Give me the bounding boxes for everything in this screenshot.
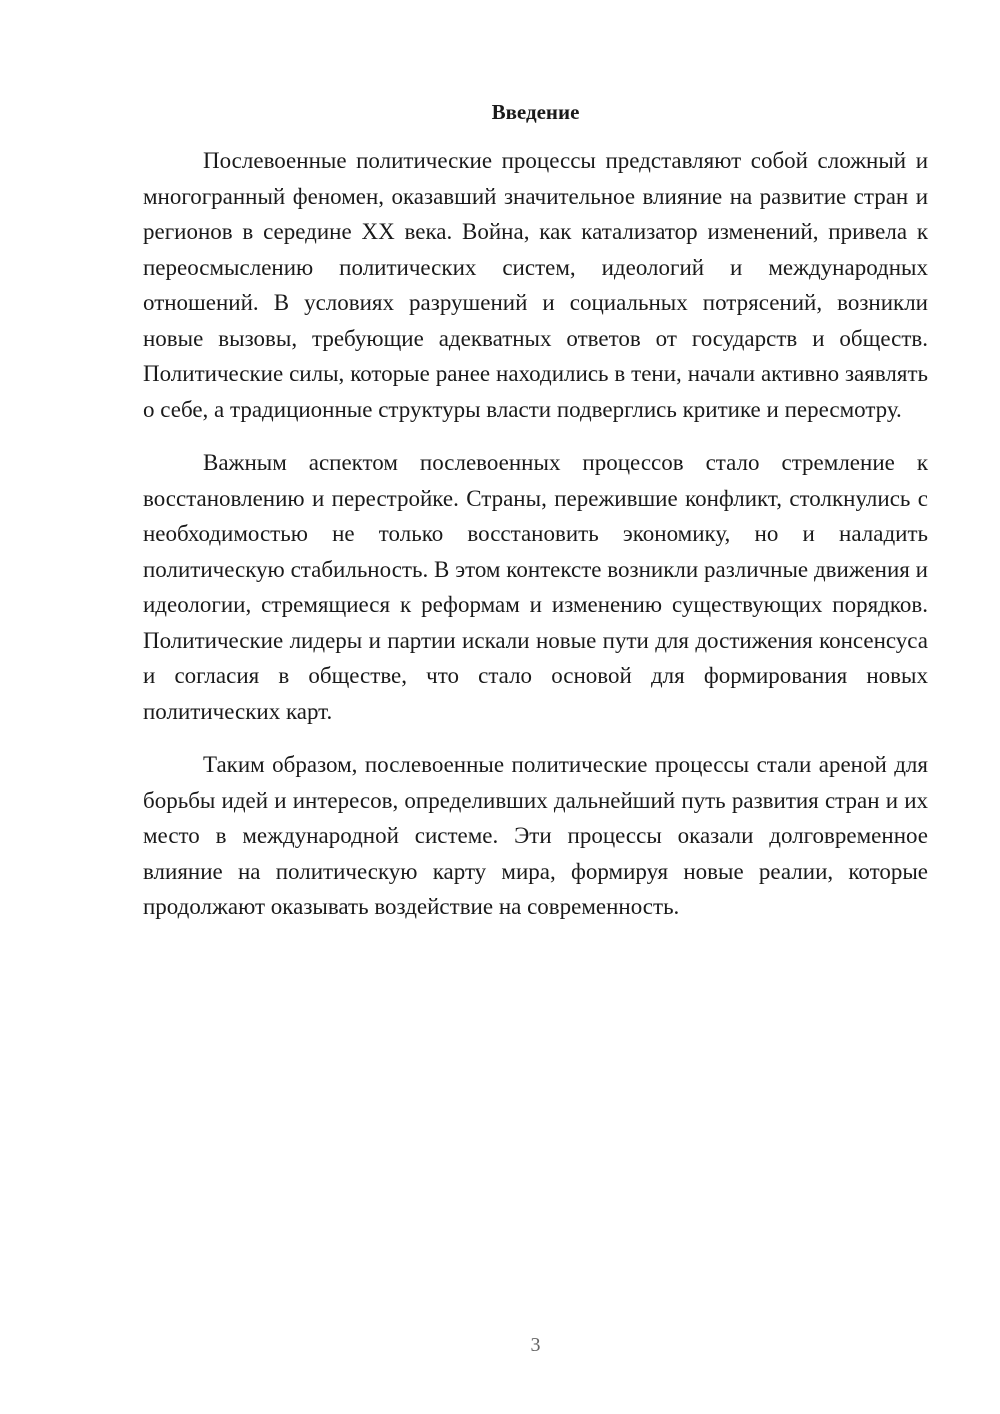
section-heading: Введение xyxy=(491,100,580,124)
paragraph-3: Таким образом, послевоенные политические процессы стали ареной для борьбы идей и интересов, определивших дальнейший путь развития стран и их место в международной системе. Эти процессы оказали долговременное влияние на политическую карту мира, формируя новые реалии, которые продолжают оказывать воздействие на современность. xyxy=(143,752,928,919)
paragraph-1: Послевоенные политические процессы представляют собой сложный и многогранный феномен, оказавший значительное влияние на развитие стран и регионов в середине XX века. Война, как катализатор изменений, привела к переосмыслению политических систем, идеологий и международных отношений. В условиях разрушений и социальных потрясений, возникли новые вызовы, требующие адекватных ответов от государств и обществ. Политические силы, которые ранее находились в тени, начали активно заявлять о себе, а традиционные структуры власти подверглись критике и пересмотру. xyxy=(143,148,928,422)
paragraph-2: Важным аспектом послевоенных процессов стало стремление к восстановлению и перестройке. Страны, пережившие конфликт, столкнулись с необходимостью не только восстановить экономику, но и наладить политическую стабильность. В этом контексте возникли различные движения и идеологии, стремящиеся к реформам и изменению существующих порядков. Политические лидеры и партии искали новые пути для достижения консенсуса и согласия в обществе, что стало основой для формирования новых политических карт. xyxy=(143,450,928,724)
page-number: 3 xyxy=(530,1334,541,1356)
body-text xyxy=(143,143,928,943)
